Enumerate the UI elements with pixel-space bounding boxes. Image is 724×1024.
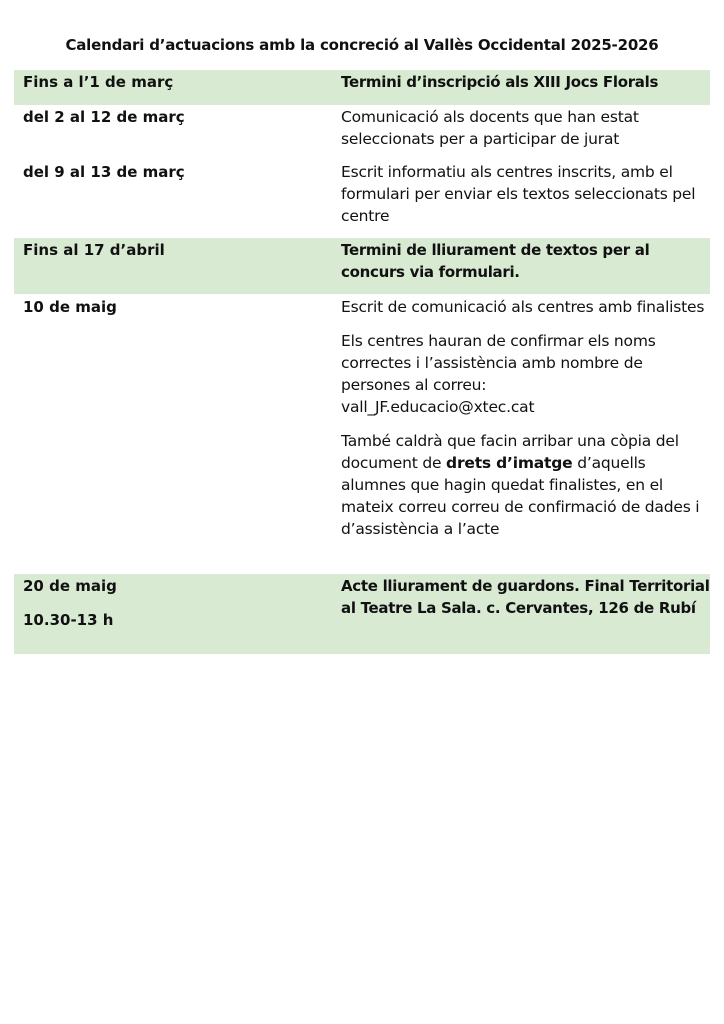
row-description — [332, 296, 710, 574]
row-description: Acte lliurament de guardons. Final Territorial al Teatre La Sala. c. Cervantes, 126 de Rubí — [341, 577, 710, 617]
row-date: Fins al 17 d’abril — [23, 241, 165, 259]
finalists-notice: Escrit de comunicació als centres amb finalistes — [341, 298, 705, 316]
confirmation-notice — [341, 330, 710, 418]
row-date: del 9 al 13 de març — [23, 163, 185, 181]
row-date: Fins a l’1 de març — [23, 73, 174, 91]
contact-email: vall_JF.educacio@xtec.cat — [341, 398, 535, 416]
row-date: 10 de maig — [23, 298, 117, 316]
event-date: 20 de maig — [23, 577, 117, 595]
table-row — [14, 161, 710, 238]
image-rights-text-end: d’aquells alumnes que hagin quedat finalistes, en el mateix correu correu de confirmació de dades i d’assistència a l’acte — [341, 454, 700, 538]
confirmation-text: Els centres hauran de confirmar els noms correctes i l’assistència amb nombre de persones al correu: — [341, 332, 656, 394]
table-row — [14, 238, 710, 294]
row-date: del 2 al 12 de març — [23, 108, 185, 126]
table-row — [14, 70, 710, 105]
table-row — [14, 574, 710, 654]
row-description: Comunicació als docents que han estat seleccionats per a participar de jurat — [341, 108, 639, 148]
table-row — [14, 105, 710, 161]
row-description: Escrit informatiu als centres inscrits, amb el formulari per enviar els textos seleccionats pel centre — [341, 163, 696, 225]
image-rights-text-start: També caldrà que facin arribar una còpia del document de — [341, 432, 679, 472]
table-row — [14, 294, 710, 574]
image-rights-notice — [341, 430, 710, 540]
row-description: Termini de lliurament de textos per al concurs via formulari. — [341, 241, 650, 281]
row-description: Termini d’inscripció als XIII Jocs Florals — [341, 73, 659, 91]
document-title: Calendari d’actuacions amb la concreció al Vallès Occidental 2025-2026 — [65, 36, 659, 54]
event-time: 10.30-13 h — [23, 611, 114, 629]
row-date — [14, 575, 332, 654]
image-rights-emphasis: drets d’imatge — [446, 454, 573, 472]
calendar-table — [14, 70, 710, 654]
